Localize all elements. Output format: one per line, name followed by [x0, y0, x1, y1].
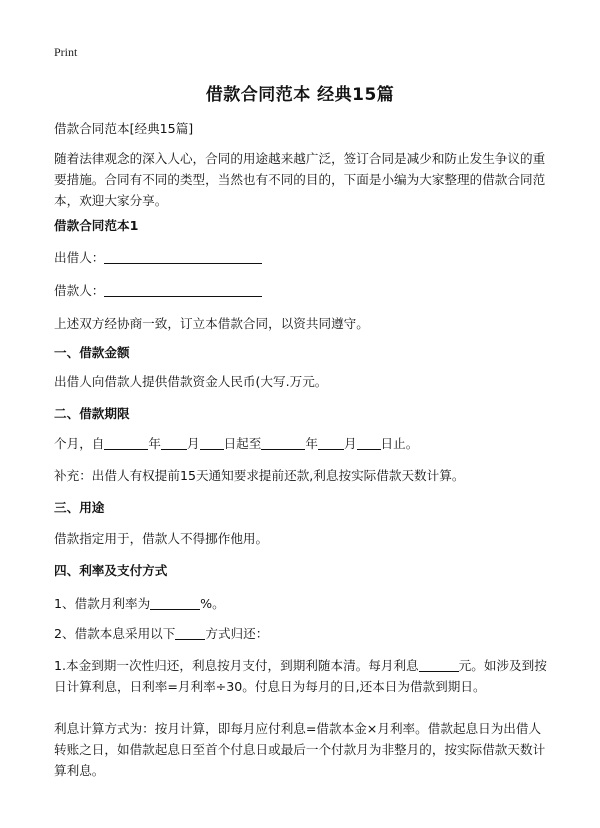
subtitle: 借款合同范本[经典15篇]: [54, 121, 194, 136]
rate-text-after: %。: [200, 596, 225, 611]
rate-blank: [150, 595, 200, 610]
page-title: 借款合同范本 经典15篇: [205, 85, 395, 105]
supplement-text: 补充：出借人有权提前15天通知要求提前还款,利息按实际借款天数计算。: [54, 468, 465, 483]
method-1-paragraph: [54, 655, 550, 697]
print-label: Print: [54, 45, 78, 59]
period-blank-start-year: [104, 435, 148, 450]
section-title: 借款合同范本1: [54, 218, 139, 233]
period-text-g: 日止。: [380, 436, 419, 451]
method-1-after: 元。如涉及到按日计算利息，日利率=月利率÷30。付息日为每月的日,还本日为借款到期日。: [54, 658, 547, 694]
period-text-f: 月: [343, 436, 357, 451]
period-text-c: 月: [186, 436, 200, 451]
repay-text-before: 2、借款本息采用以下: [54, 626, 176, 641]
heading-period: 二、借款期限: [54, 406, 130, 421]
period-text-e: 年: [305, 436, 318, 451]
heading-amount: 一、借款金额: [54, 345, 130, 360]
method-1-blank: [419, 657, 459, 672]
period-blank-end-month: [318, 435, 344, 450]
amount-text: 出借人向借款人提供借款资金人民币(大写.万元。: [54, 374, 328, 389]
repay-line: [54, 623, 550, 644]
period-blank-end-year: [261, 435, 305, 450]
borrower-label: 借款人：: [54, 283, 105, 298]
repay-blank: [175, 625, 205, 640]
period-text-d: 日起至: [223, 436, 262, 451]
lender-line: [54, 247, 550, 268]
repay-text-after: 方式归还：: [205, 626, 269, 641]
interest-calc-paragraph: 利息计算方式为：按月计算，即每月应付利息=借款本金×月利率。借款起息日为出借人转账之日，如借款起息日至首个付息日或最后一个付款月为非整月的，按实际借款天数计算利息。: [54, 721, 546, 778]
borrower-line: [54, 280, 550, 301]
period-text-b: 年: [148, 436, 161, 451]
method-1-before: 1.本金到期一次性归还，利息按月支付，到期利随本清。每月利息: [54, 658, 419, 673]
period-blank-start-day: [200, 435, 224, 450]
borrower-blank: [104, 282, 262, 297]
lender-label: 出借人：: [54, 250, 105, 265]
heading-purpose: 三、用途: [54, 500, 105, 515]
period-text-a: 个月，自: [54, 436, 105, 451]
lender-blank: [104, 249, 262, 264]
period-blank-end-day: [357, 435, 381, 450]
intro-paragraph: 随着法律观念的深入人心，合同的用途越来越广泛，签订合同是减少和防止发生争议的重要措施。合同有不同的类型，当然也有不同的目的，下面是小编为大家整理的借款合同范本，欢迎大家分享。: [54, 151, 546, 208]
period-line: [54, 433, 550, 454]
agreement-text: 上述双方经协商一致，订立本借款合同，以资共同遵守。: [54, 316, 369, 331]
heading-rate: 四、利率及支付方式: [54, 563, 168, 578]
purpose-text: 借款指定用于，借款人不得挪作他用。: [54, 531, 269, 546]
rate-text-before: 1、借款月利率为: [54, 596, 151, 611]
period-blank-start-month: [161, 435, 187, 450]
rate-line: [54, 593, 550, 614]
